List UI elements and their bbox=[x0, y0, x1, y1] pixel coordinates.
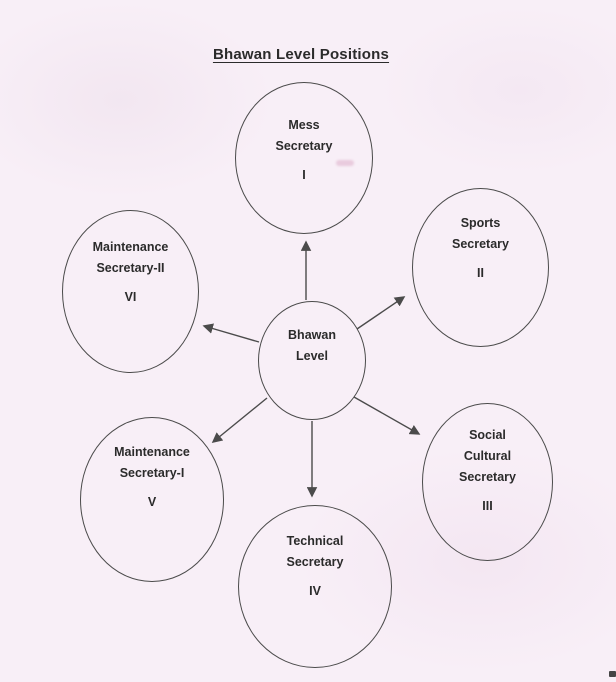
scan-artifact-dot bbox=[609, 671, 616, 677]
arrow-center-to-maintenance2 bbox=[204, 326, 259, 342]
node-label: Secretary bbox=[275, 138, 333, 153]
node-label: Secretary-II bbox=[96, 261, 165, 275]
node-label: Maintenance bbox=[114, 445, 190, 459]
node-label: Level bbox=[296, 348, 328, 363]
node-numeral: I bbox=[302, 167, 306, 182]
node-numeral: III bbox=[482, 499, 493, 513]
node-social-cultural-secretary bbox=[422, 403, 553, 561]
node-numeral: VI bbox=[124, 290, 137, 304]
node-sports-secretary bbox=[412, 188, 549, 347]
arrow-center-to-social-cultural bbox=[354, 397, 419, 434]
node-label: Social bbox=[469, 428, 506, 442]
scan-artifact-smudge bbox=[336, 160, 354, 166]
arrow-center-to-sports bbox=[357, 297, 404, 329]
node-label: Secretary bbox=[452, 237, 509, 251]
node-maintenance-secretary-2 bbox=[62, 210, 199, 373]
node-label: Sports bbox=[460, 216, 501, 230]
node-bhawan-level bbox=[258, 301, 366, 420]
arrow-center-to-maintenance1 bbox=[213, 398, 267, 442]
node-label: Maintenance bbox=[92, 240, 169, 254]
node-mess-secretary bbox=[235, 82, 373, 234]
node-label: Mess bbox=[288, 117, 320, 132]
node-numeral: V bbox=[147, 495, 157, 509]
node-label: Secretary-I bbox=[119, 466, 185, 480]
node-label: Secretary bbox=[286, 555, 344, 569]
node-maintenance-secretary-1 bbox=[80, 417, 224, 582]
node-label: Secretary bbox=[459, 470, 516, 484]
node-technical-secretary bbox=[238, 505, 392, 668]
node-numeral: IV bbox=[309, 584, 321, 598]
page-title: Bhawan Level Positions bbox=[212, 46, 390, 63]
node-label: Cultural bbox=[463, 449, 512, 463]
node-label: Bhawan bbox=[288, 327, 336, 342]
node-numeral: II bbox=[477, 266, 484, 280]
node-label: Technical bbox=[286, 534, 344, 548]
